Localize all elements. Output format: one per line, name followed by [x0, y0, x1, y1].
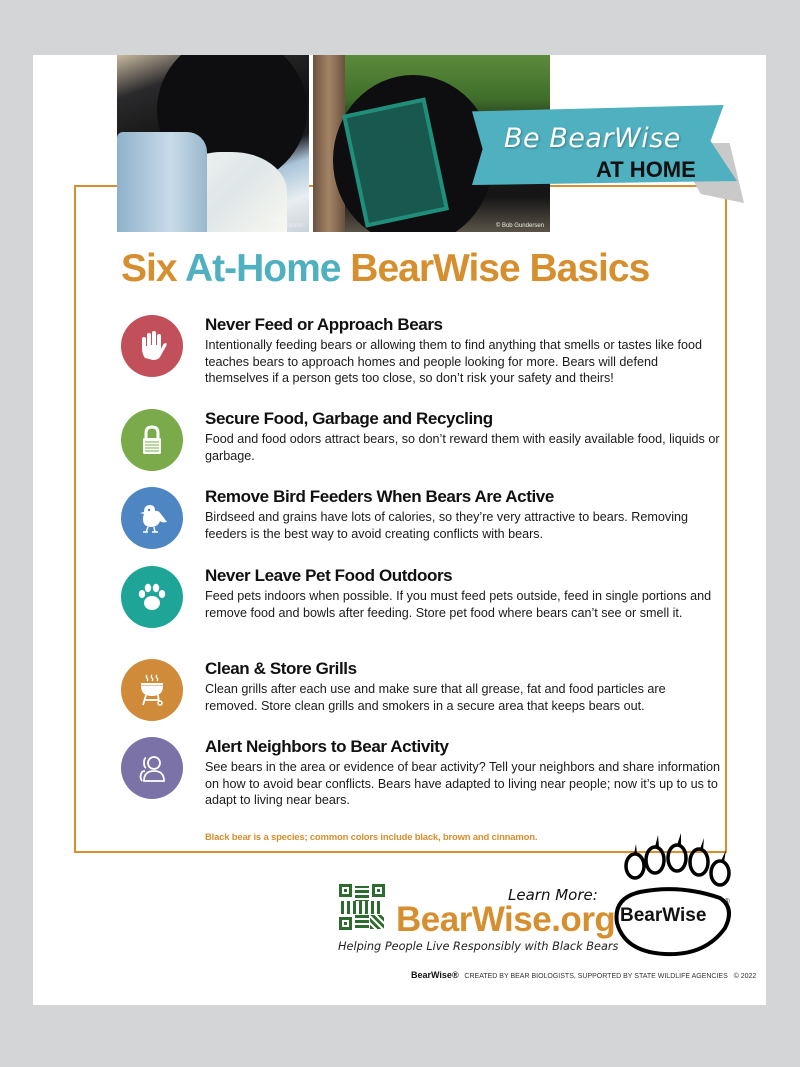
title-part-at-home: At-Home	[184, 247, 341, 290]
banner-subtitle: AT HOME	[596, 157, 696, 182]
tip-body: See bears in the area or evidence of bear activity? Tell your neighbors and share information on how to avoid bear conflicts. Bears have adapted to living near people; now it’s up to us to adapt to living near bears.	[205, 760, 721, 808]
learn-more-label: Learn More:	[508, 886, 598, 904]
tip-heading: Never Leave Pet Food Outdoors	[205, 566, 453, 585]
tip-body: Clean grills after each use and make sure that all grease, fat and food particles are removed. Store clean grills and smokers in a secure area that keeps bears out.	[205, 682, 666, 713]
tip-heading: Secure Food, Garbage and Recycling	[205, 409, 493, 428]
bearwise-website-link[interactable]: BearWise.org	[396, 900, 616, 939]
people-icon	[121, 737, 183, 799]
banner-title: Be BearWise	[504, 123, 681, 154]
hand-stop-icon	[121, 315, 183, 377]
qr-code[interactable]	[339, 884, 385, 930]
page-title	[121, 247, 649, 291]
photo-credit: (c) 2017 Rachel	[260, 223, 303, 229]
bird-icon	[121, 487, 183, 549]
qr-data	[341, 901, 383, 914]
photo-credit: © Bob Gundersen	[495, 223, 544, 229]
footer-text: CREATED BY BEAR BIOLOGISTS, SUPPORTED BY STATE WILDLIFE AGENCIES	[464, 973, 728, 980]
photo-bear-trash	[117, 55, 309, 232]
bearwise-paw-logo	[605, 828, 745, 958]
tip-heading: Alert Neighbors to Bear Activity	[205, 737, 449, 756]
footer-brand: BearWise®	[411, 970, 459, 980]
qr-data	[370, 915, 384, 929]
qr-finder	[372, 884, 385, 897]
tip-body: Birdseed and grains have lots of calories, so they’re very attractive to bears. Removing feeders is the best way to avoid creating conflicts with bears.	[205, 510, 688, 541]
qr-finder	[339, 884, 352, 897]
footer	[411, 970, 756, 980]
title-part-six: Six	[121, 247, 185, 290]
trash-can	[117, 132, 207, 232]
padlock-icon	[121, 409, 183, 471]
species-note: Black bear is a species; common colors include black, brown and cinnamon.	[205, 832, 538, 843]
tip-heading: Remove Bird Feeders When Bears Are Active	[205, 487, 554, 506]
tip-heading: Never Feed or Approach Bears	[205, 315, 443, 334]
qr-finder	[339, 917, 352, 930]
footer-copyright: © 2022	[733, 973, 757, 980]
tip-body: Intentionally feeding bears or allowing them to find anything that smells or tastes like food teaches bears to approach homes and people looking for more. Bears will defend themselves if a person gets too close, so don’t risk your safety and theirs!	[205, 338, 703, 386]
paw-print-icon	[121, 566, 183, 628]
tip-body: Food and food odors attract bears, so don’t reward them with easily available food, liquids or garbage.	[205, 432, 720, 463]
tagline: Helping People Live Responsibly with Black Bears	[338, 940, 619, 953]
title-part-basics: BearWise Basics	[340, 247, 650, 290]
tip-body: Feed pets indoors when possible. If you must feed pets outside, feed in single portions and remove food and bowls after feeding. Store pet food where bears can’t see or smell it.	[205, 589, 712, 620]
logo-text: BearWise	[620, 905, 707, 926]
registered-mark: ®	[724, 897, 730, 906]
grill-icon	[121, 659, 183, 721]
be-bearwise-banner	[472, 105, 744, 193]
tip-heading: Clean & Store Grills	[205, 659, 357, 678]
